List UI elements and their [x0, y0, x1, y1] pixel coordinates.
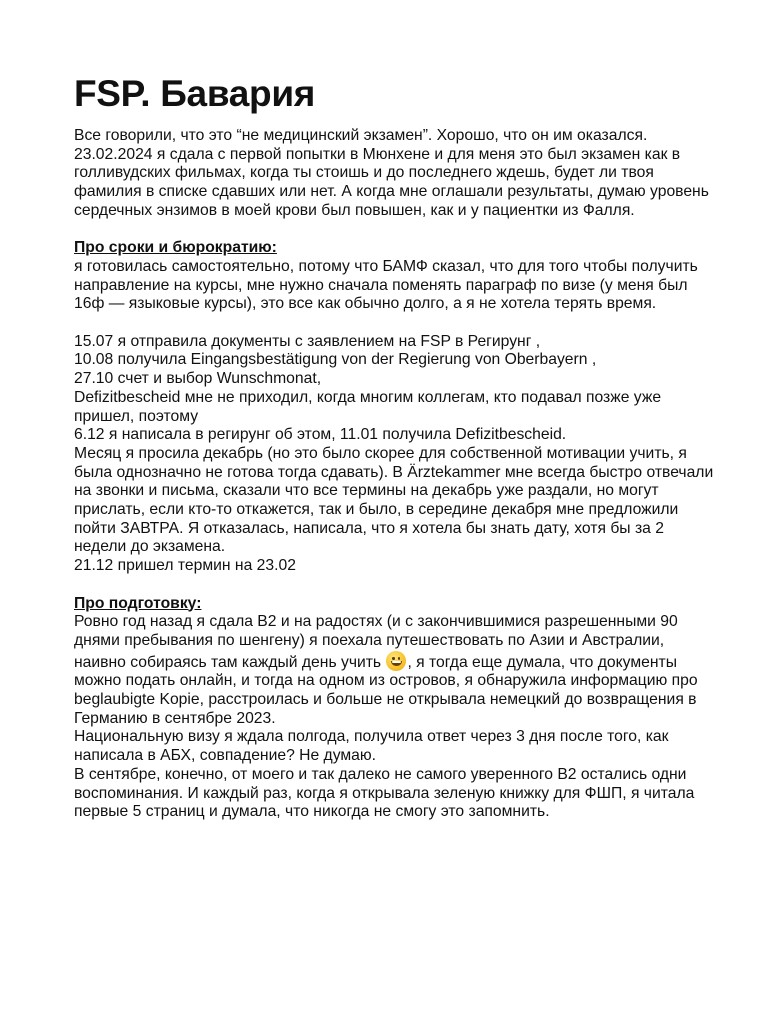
preparation-text-before-emoji: Ровно год назад я сдала B2 и на радостях (и с закончившимися разрешенными 90 днями пребывания по шенгену) я поехала путешествовать по Азии и Австралии, наивно собираясь там каждый день учить [74, 613, 678, 671]
intro-line-2: 23.02.2024 я сдала с первой попытки в Мюнхене и для меня это был экзамен как в голливудских фильмах, когда ты стоишь и до последнего ждешь, будет ли твоя фамилия в списке сдавших или нет. А когда мне оглашали результаты, думаю уровень сердечных энзимов в моей крови был повышен, как и у пациентки из Фалля. [74, 145, 709, 219]
spacer [74, 221, 714, 240]
bureaucracy-paragraph: я готовилась самостоятельно, потому что БАМФ сказал, что для того чтобы получить направление на курсы, мне нужно сначала поменять параграф по визе (у меня был 16ф — языковые курсы), это все как обычно долго, а я не хотела терять время. [74, 257, 698, 313]
document-page [74, 72, 714, 822]
section-heading-bureaucracy: Про сроки и бюрократию: [74, 239, 277, 257]
spacer [74, 314, 714, 333]
page-title: FSP. Бавария [74, 73, 316, 114]
intro-line-1: Все говорили, что это “не медицинский экзамен”. Хорошо, что он им оказался. [74, 127, 648, 144]
timeline-item: 21.12 пришел термин на 23.02 [74, 557, 296, 575]
spacer [74, 576, 714, 595]
timeline-item: Defizitbescheid мне не приходил, когда многим коллегам, кто подавал позже уже пришел, поэтому [74, 388, 662, 425]
timeline-item: 10.08 получила Eingangsbestätigung von der Regierung von Oberbayern , [74, 351, 597, 369]
grinning-face-emoji-icon [386, 651, 406, 671]
preparation-paragraph-1 [74, 613, 714, 728]
timeline-item: 27.10 счет и выбор Wunschmonat, [74, 370, 322, 388]
preparation-paragraph-3: В сентябре, конечно, от моего и так далеко не самого уверенного B2 остались одни воспоминания. И каждый раз, когда я открывала зеленую книжку для ФШП, я читала первые 5 страниц и думала, что никогда не смогу это запомнить. [74, 765, 695, 821]
section-heading-preparation: Про подготовку: [74, 594, 202, 612]
timeline-item: 6.12 я написала в регирунг об этом, 11.01 получила Defizitbescheid. [74, 426, 567, 444]
preparation-text-after-emoji: , я тогда еще думала, что документы можно подать онлайн, и тогда на одном из островов, я обнаружила информацию про beglaubigte Kopie, расстроилась и больше не открывала немецкий до возвращения в Германию в сентябре 2023. [74, 653, 698, 727]
preparation-paragraph-2: Национальную визу я ждала полгода, получила ответ через 3 дня после того, как написала в АБХ, совпадение? Не думаю. [74, 728, 669, 765]
timeline-item: Месяц я просила декабрь (но это было скорее для собственной мотивации учить, я была однозначно не готова тогда сдавать). В Ärztekammer мне всегда быстро отвечали на звонки и письма, сказали что все термины на декабрь уже раздали, но могут прислать, если кто-то откажется, так и было, в середине декабря мне предложили пойти ЗАВТРА. Я отказалась, написала, что я хотела бы знать дату, хотя бы за 2 недели до экзамена. [74, 444, 714, 556]
timeline-item: 15.07 я отправила документы с заявлением на FSP в Регирунг , [74, 332, 541, 350]
